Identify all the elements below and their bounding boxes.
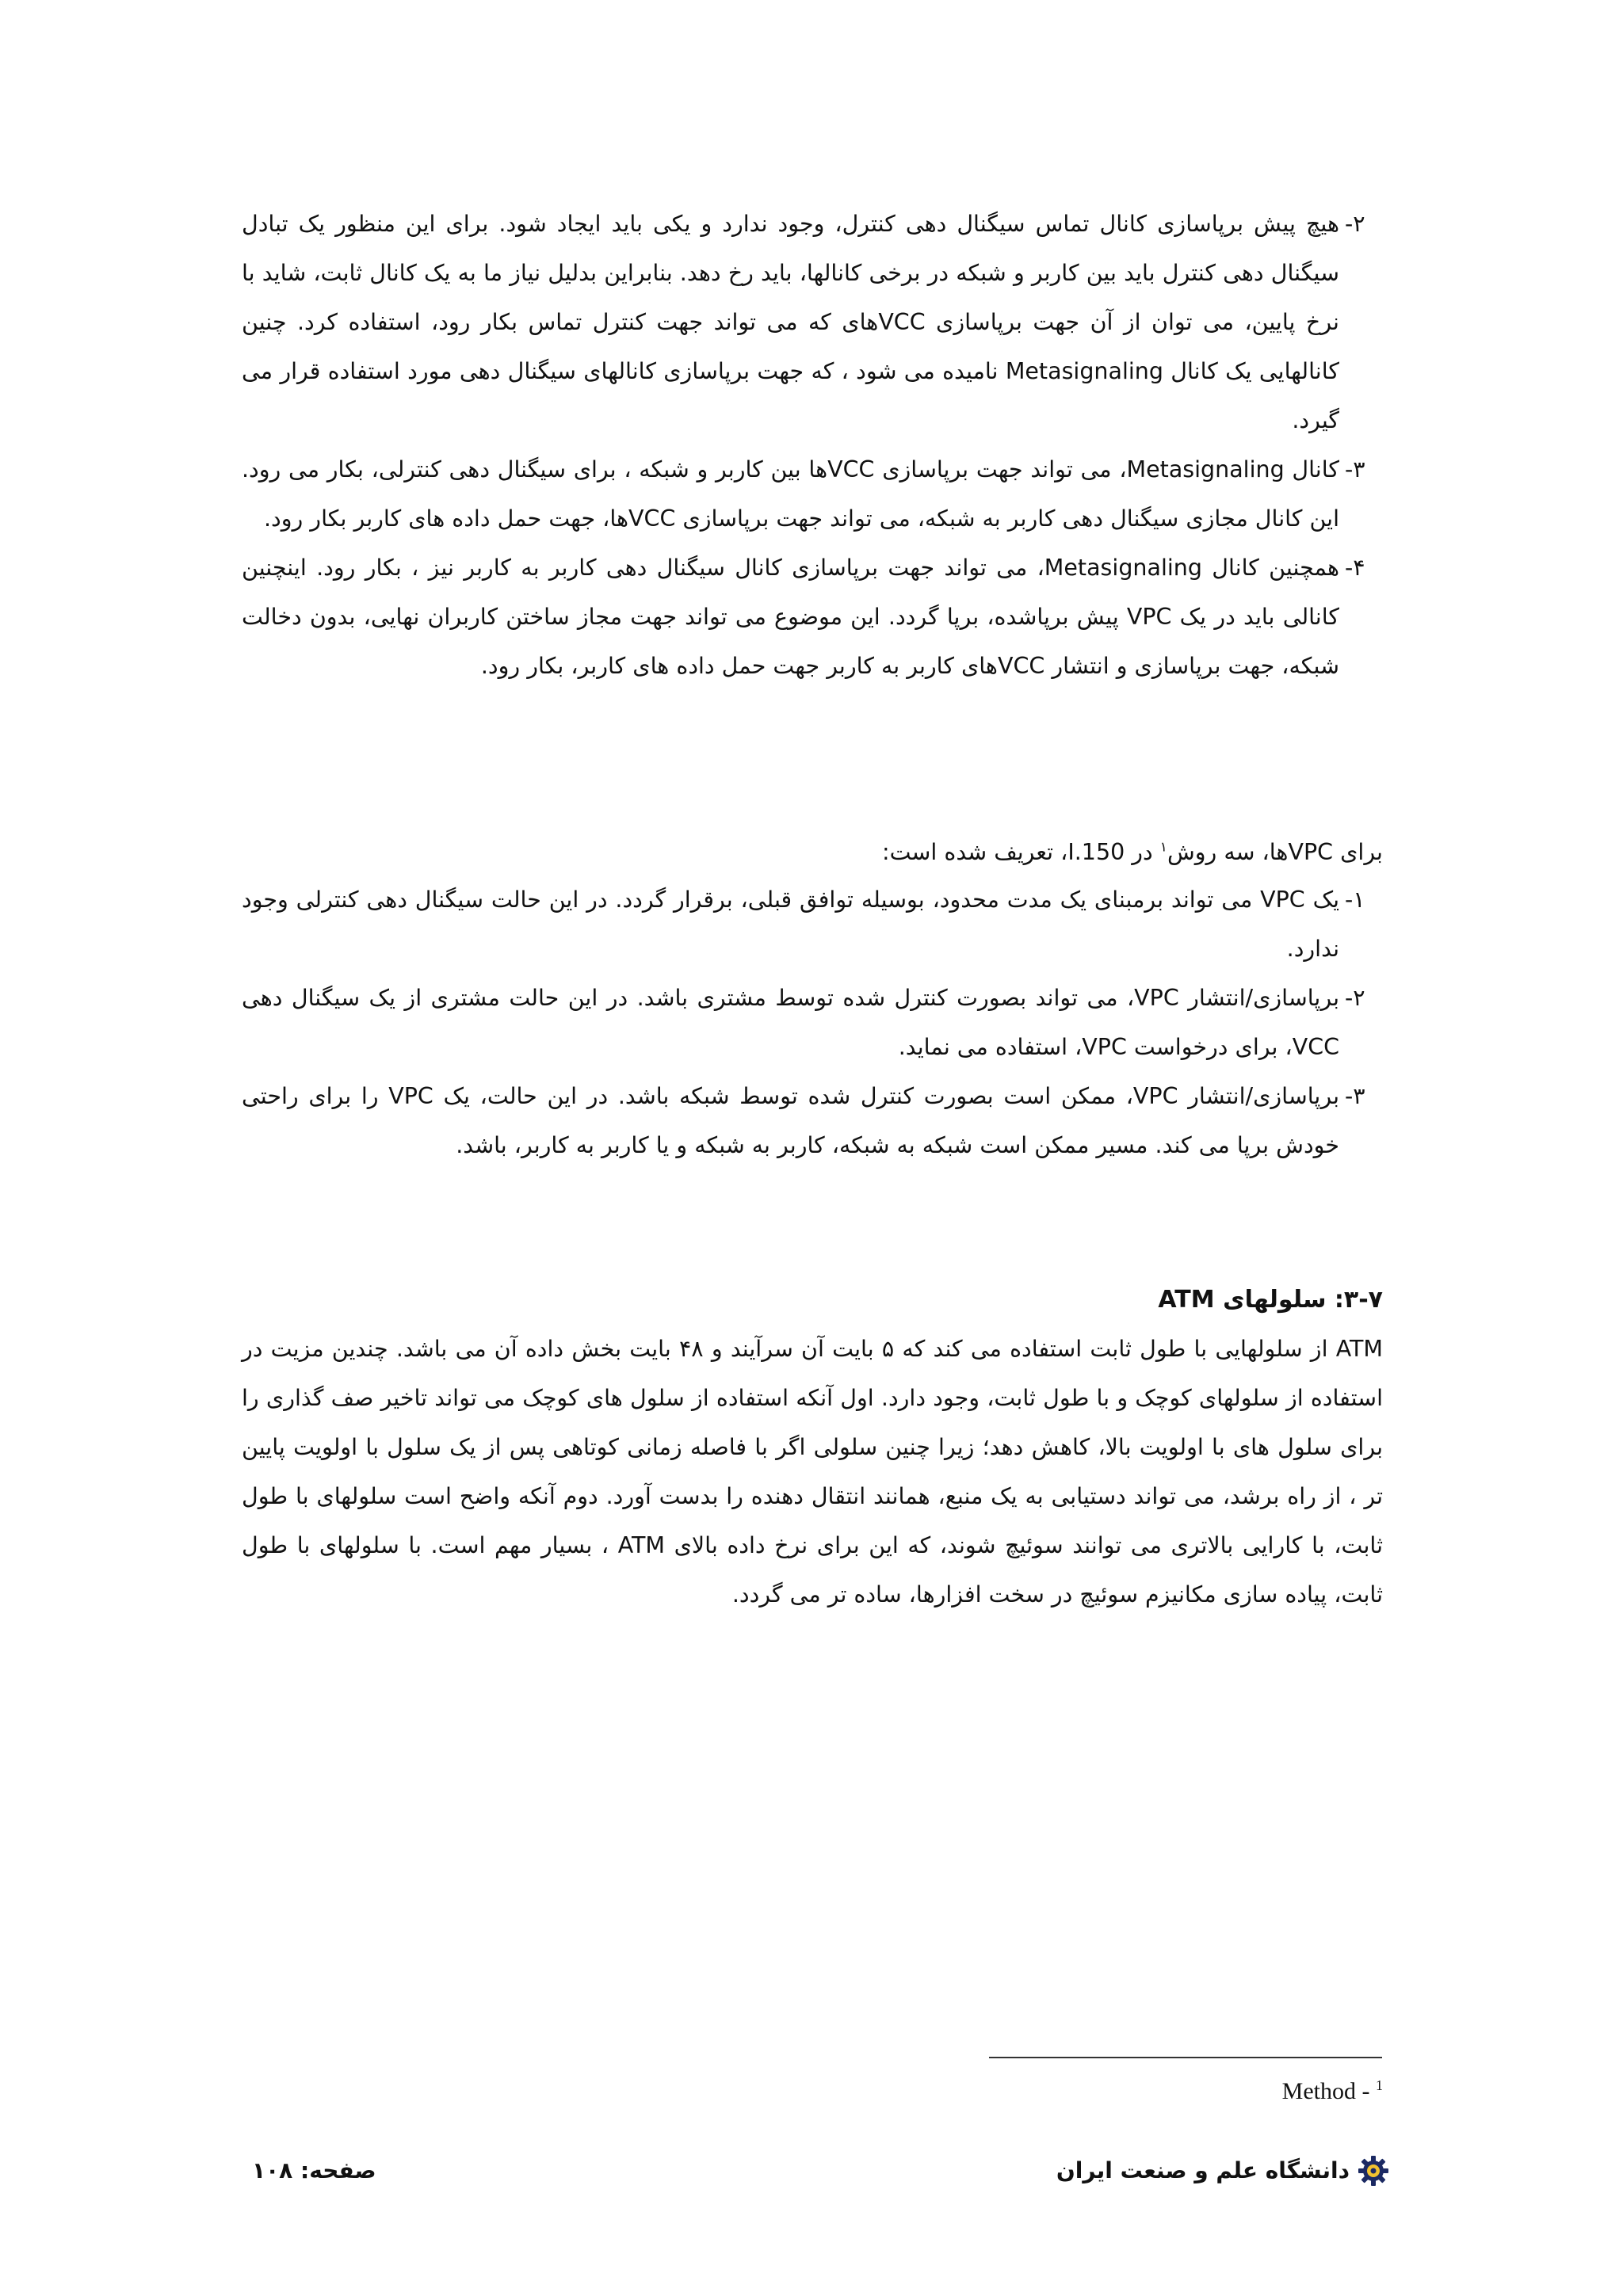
list-item-number: -۳ [1345,456,1365,482]
list-item [242,200,1383,445]
section-paragraph: ATM از سلولهایی با طول ثابت استفاده می کند که ۵ بایت آن سرآیند و ۴۸ بایت بخش داده آن می باشد. چندین مزیت در استفاده از سلولهای کوچک و با طول ثابت، وجود دارد. اول آنکه استفاده از سلول های کوچک می تواند تاخیر صف گذاری را برای سلول های با اولویت بالا، کاهش دهد؛ زیرا چنین سلولی اگر با فاصله زمانی کوتاهی پس از یک سلول با اولویت پایین تر ، از راه برشد، می تواند دستیابی به یک منبع، همانند انتقال دهنده را بدست آورد. دوم آنکه واضح است سلولهای با طول ثابت، با کارایی بالاتری می توانند سوئیچ شوند، که این برای نرخ داده بالای ATM ، بسیار مهم است. با سلولهای با طول ثابت، پیاده سازی مکانیزم سوئیچ در سخت افزارها، ساده تر می گردد. [242,1336,1384,1608]
list-item-text: کانال Metasignaling، می تواند جهت برپاسازی VCCها بین کاربر و شبکه ، برای سیگنال دهی کنترلی، بکار می رود. این کانال مجازی سیگنال دهی کاربر به شبکه، می تواند جهت برپاسازی VCCها، جهت حمل داده های کاربر بکار رود. [242,456,1339,532]
footnote [1109,2069,1383,2107]
list-item-number: -۱ [1345,887,1365,913]
page-number: صفحه: ۱۰۸ [252,2157,376,2183]
list-item [242,543,1383,691]
list-item [242,445,1383,543]
list-item [242,974,1383,1072]
list-item [242,1072,1383,1170]
vpc-intro-line [242,828,1383,877]
section-heading: ۳-۷: سلولهای ATM [1158,1286,1383,1314]
intro-text-end: در I.150، تعریف شده است: [881,839,1160,865]
university-name: دانشگاه علم و صنعت ایران [1056,2157,1350,2183]
vpc-methods-list [242,875,1383,1170]
list-item [242,875,1383,974]
university-emblem-icon [1358,2155,1389,2187]
list-item-number: -۲ [1345,211,1365,237]
intro-text-start: برای VPCها، سه روش [1167,839,1383,865]
list-item-text: برپاسازی/انتشار VPC، ممکن است بصورت کنترل شده توسط شبکه باشد. در این حالت، یک VPC را برای راحتی خودش برپا می کند. مسیر ممکن است شبکه به شبکه، کاربر به شبکه و یا کاربر به کاربر، باشد. [242,1083,1340,1158]
footer-university [1056,2155,1389,2187]
list-item-text: برپاسازی/انتشار VPC، می تواند بصورت کنترل شده توسط مشتری باشد. در این حالت مشتری از یک سیگنال دهی VCC، برای درخواست VPC، استفاده می نماید. [242,985,1340,1060]
list-item-text: همچنین کانال Metasignaling، می تواند جهت برپاسازی کانال سیگنال دهی کاربر به کاربر نیز ، بکار رود. اینچنین کانالی باید در یک VPC پیش برپاشده، برپا گردد. این موضوع می تواند جهت مجاز ساختن کاربران نهایی، بدون دخالت شبکه، جهت برپاسازی و انتشار VCCهای کاربر به کاربر جهت حمل داده های کاربر، بکار رود. [242,555,1339,679]
list-item-text: هیچ پیش برپاسازی کانال تماس سیگنال دهی کنترل، وجود ندارد و یکی باید ایجاد شود. برای این منظور یک تبادل سیگنال دهی کنترل باید بین کاربر و شبکه در برخی کانالها، باید رخ دهد. بنابراین بدلیل نیاز ما به یک کانال ثابت، شاید با نرخ پایین، می توان از آن جهت برپاسازی VCCهای که می تواند جهت کنترل تماس بکار رود، استفاده کرد. چنین کانالهایی یک کانال Metasignaling نامیده می شود ، که جهت برپاسازی کانالهای سیگنال دهی مورد استفاده قرار می گیرد. [242,211,1339,433]
footnote-marker: ۱ [1159,839,1167,856]
footnote-divider [989,2057,1382,2058]
footnote-number: 1 [1376,2077,1383,2093]
list-item-number: -۳ [1345,1083,1365,1109]
signaling-methods-list [242,200,1383,691]
list-item-text: یک VPC می تواند برمبنای یک مدت محدود، بوسیله توافق قبلی، برقرار گردد. در این حالت سیگنال دهی کنترلی وجود ندارد. [242,887,1340,962]
footnote-text: Method - [1281,2078,1376,2104]
list-item-number: -۲ [1345,985,1365,1011]
list-item-number: -۴ [1345,555,1365,581]
